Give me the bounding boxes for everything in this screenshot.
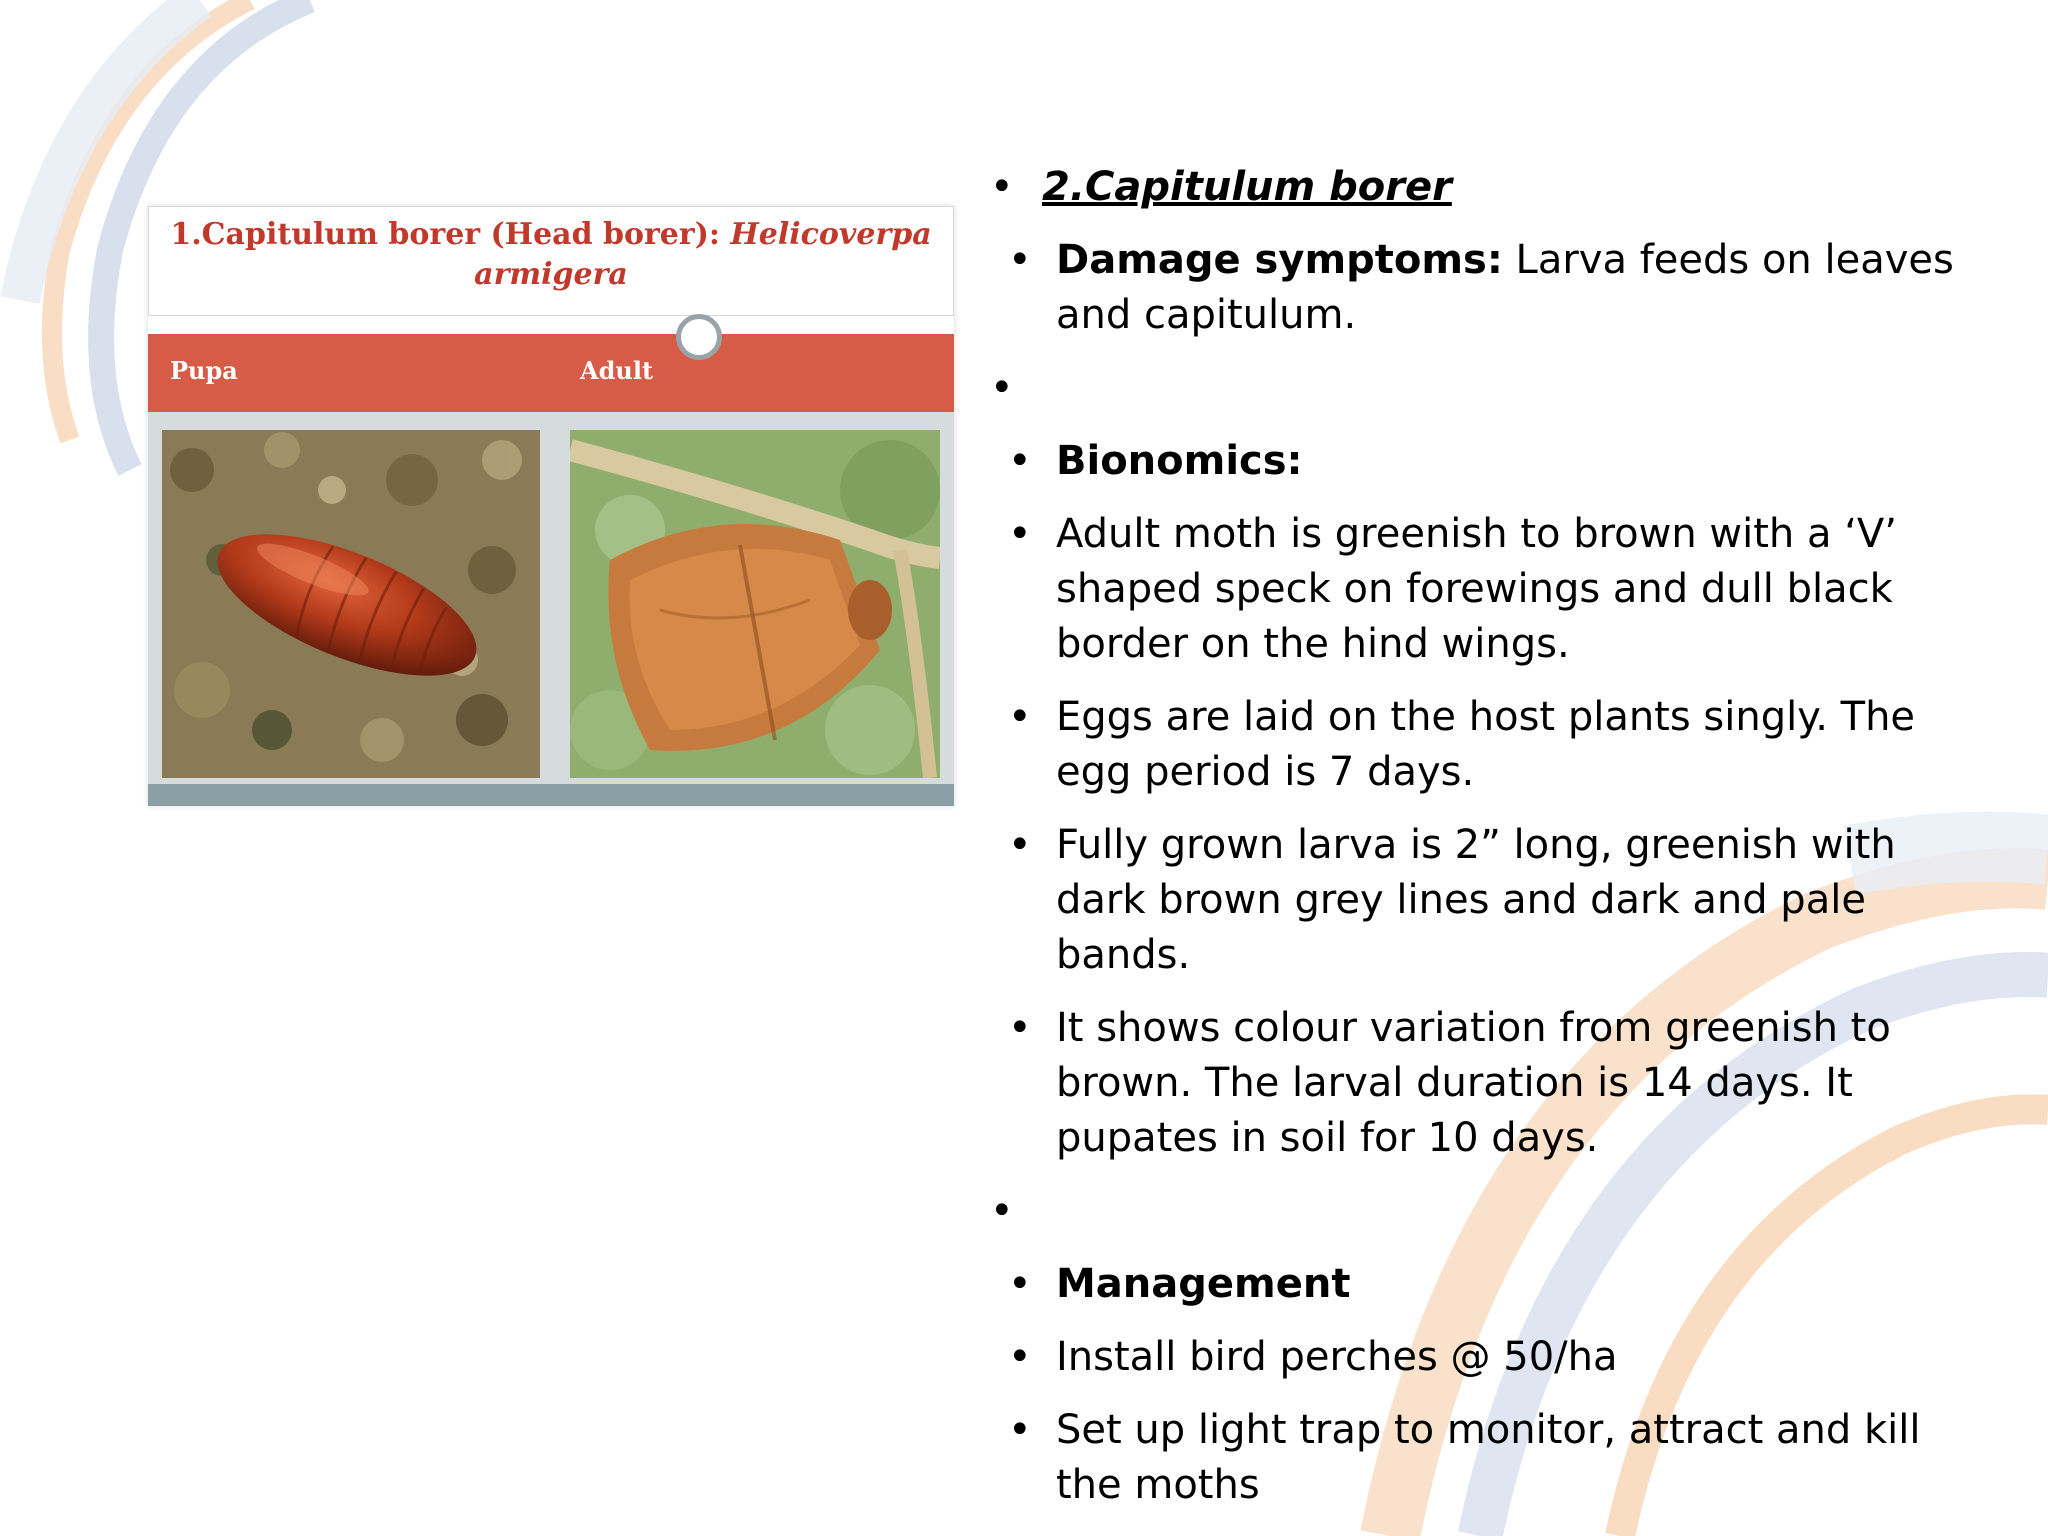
label-adult: Adult xyxy=(580,356,654,385)
bullet-dot: • xyxy=(1008,1334,1032,1380)
bullet-empty xyxy=(990,361,1990,416)
bullet-dot: • xyxy=(1008,822,1032,868)
section-heading: 2.Capitulum borer xyxy=(1042,164,1452,210)
bullet-dot: • xyxy=(1008,511,1032,557)
bullet-list xyxy=(990,160,1990,1531)
image-title-scientific-name: Helicoverpa armigera xyxy=(474,217,932,292)
bullet-dot: • xyxy=(990,1188,1014,1234)
image-title xyxy=(148,206,954,316)
bionomics-text-2: Eggs are laid on the host plants singly. The egg period is 7 days. xyxy=(1056,694,1916,795)
bionomics-text-4: It shows colour variation from greenish to brown. The larval duration is 14 days. It pupates in soil for 10 days. xyxy=(1056,1005,1891,1161)
bullet-dot: • xyxy=(1008,1005,1032,1051)
bullet-empty xyxy=(990,1184,1990,1239)
bullet-bionomics-1 xyxy=(990,507,1990,672)
management-label: Management xyxy=(1056,1261,1351,1307)
bullet-management-1 xyxy=(990,1330,1990,1385)
bullet-management-2 xyxy=(990,1403,1990,1513)
bullet-dot: • xyxy=(1008,1261,1032,1307)
pupa-photo xyxy=(162,430,540,778)
bullet-bionomics-3 xyxy=(990,818,1990,983)
photos-area xyxy=(148,412,954,786)
bionomics-text-1: Adult moth is greenish to brown with a ‘V’ shaped speck on forewings and dull black border on the hind wings. xyxy=(1056,511,1897,667)
damage-text: Larva feeds on leaves and capitulum. xyxy=(1056,237,1954,338)
bullet-dot: • xyxy=(1008,237,1032,283)
pest-image-panel xyxy=(148,206,954,806)
label-pupa: Pupa xyxy=(170,356,238,385)
bullet-dot: • xyxy=(990,164,1014,210)
bullet-damage-symptoms xyxy=(990,233,1990,343)
bionomics-label: Bionomics: xyxy=(1056,438,1303,484)
management-text-2: Set up light trap to monitor, attract and kill the moths xyxy=(1056,1407,1921,1508)
image-title-text: 1.Capitulum borer (Head borer): xyxy=(170,217,731,252)
bullet-bionomics-2 xyxy=(990,690,1990,800)
bionomics-text-3: Fully grown larva is 2” long, greenish with dark brown grey lines and dark and pale bands. xyxy=(1056,822,1896,978)
damage-label: Damage symptoms: xyxy=(1056,237,1503,283)
bullet-bionomics-label xyxy=(990,434,1990,489)
bullet-dot: • xyxy=(1008,694,1032,740)
label-band xyxy=(148,334,954,412)
bullet-management-label xyxy=(990,1257,1990,1312)
bullet-heading xyxy=(990,160,1990,215)
bullet-bionomics-4 xyxy=(990,1001,1990,1166)
ring-icon xyxy=(676,314,722,360)
bullet-dot: • xyxy=(1008,438,1032,484)
image-footer-bar xyxy=(148,784,954,806)
bullet-dot: • xyxy=(990,365,1014,411)
bullet-dot: • xyxy=(1008,1407,1032,1453)
adult-moth-photo xyxy=(570,430,940,778)
management-text-1: Install bird perches @ 50/ha xyxy=(1056,1334,1618,1380)
